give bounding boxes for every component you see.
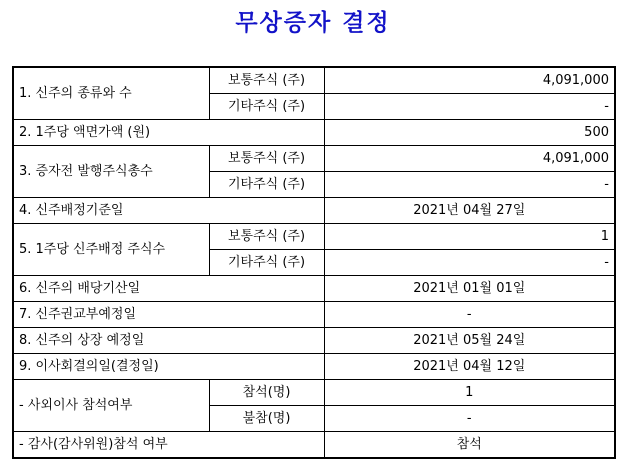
sub-label: 기타주식 (주) (209, 172, 324, 198)
table-row (13, 198, 615, 224)
sub-label: 기타주식 (주) (209, 250, 324, 276)
row-label: - 사외이사 참석여부 (13, 380, 209, 432)
table-row (13, 328, 615, 354)
value-cell: - (324, 302, 615, 328)
table-row (13, 120, 615, 146)
value-cell: 참석 (324, 432, 615, 459)
table-row (13, 380, 615, 406)
row-label: 7. 신주권교부예정일 (13, 302, 324, 328)
value-cell: 500 (324, 120, 615, 146)
row-label: 6. 신주의 배당기산일 (13, 276, 324, 302)
value-cell: 1 (324, 224, 615, 250)
value-cell: 4,091,000 (324, 146, 615, 172)
value-cell: - (324, 172, 615, 198)
page-title: 무상증자 결정 (235, 9, 391, 36)
row-label: 9. 이사회결의일(결정일) (13, 354, 324, 380)
sub-label: 보통주식 (주) (209, 146, 324, 172)
table-row (13, 146, 615, 172)
row-label: 4. 신주배정기준일 (13, 198, 324, 224)
table-row (13, 224, 615, 250)
sub-label: 보통주식 (주) (209, 224, 324, 250)
value-cell: 2021년 04월 12일 (324, 354, 615, 380)
value-cell: - (324, 94, 615, 120)
row-label: 3. 증자전 발행주식총수 (13, 146, 209, 198)
row-label: 2. 1주당 액면가액 (원) (13, 120, 324, 146)
value-cell: - (324, 250, 615, 276)
value-cell: 4,091,000 (324, 67, 615, 94)
table-row (13, 354, 615, 380)
table-row (13, 276, 615, 302)
value-cell: 2021년 01월 01일 (324, 276, 615, 302)
table-row (13, 302, 615, 328)
sub-label: 기타주식 (주) (209, 94, 324, 120)
sub-label: 보통주식 (주) (209, 67, 324, 94)
sub-label: 참석(명) (209, 380, 324, 406)
table-row (13, 432, 615, 459)
value-cell: - (324, 406, 615, 432)
row-label: - 감사(감사위원)참석 여부 (13, 432, 324, 459)
row-label: 5. 1주당 신주배정 주식수 (13, 224, 209, 276)
value-cell: 2021년 04월 27일 (324, 198, 615, 224)
sub-label: 불참(명) (209, 406, 324, 432)
value-cell: 1 (324, 380, 615, 406)
value-cell: 2021년 05월 24일 (324, 328, 615, 354)
disclosure-table (12, 66, 616, 459)
row-label: 8. 신주의 상장 예정일 (13, 328, 324, 354)
table-row (13, 67, 615, 94)
row-label: 1. 신주의 종류와 수 (13, 67, 209, 120)
